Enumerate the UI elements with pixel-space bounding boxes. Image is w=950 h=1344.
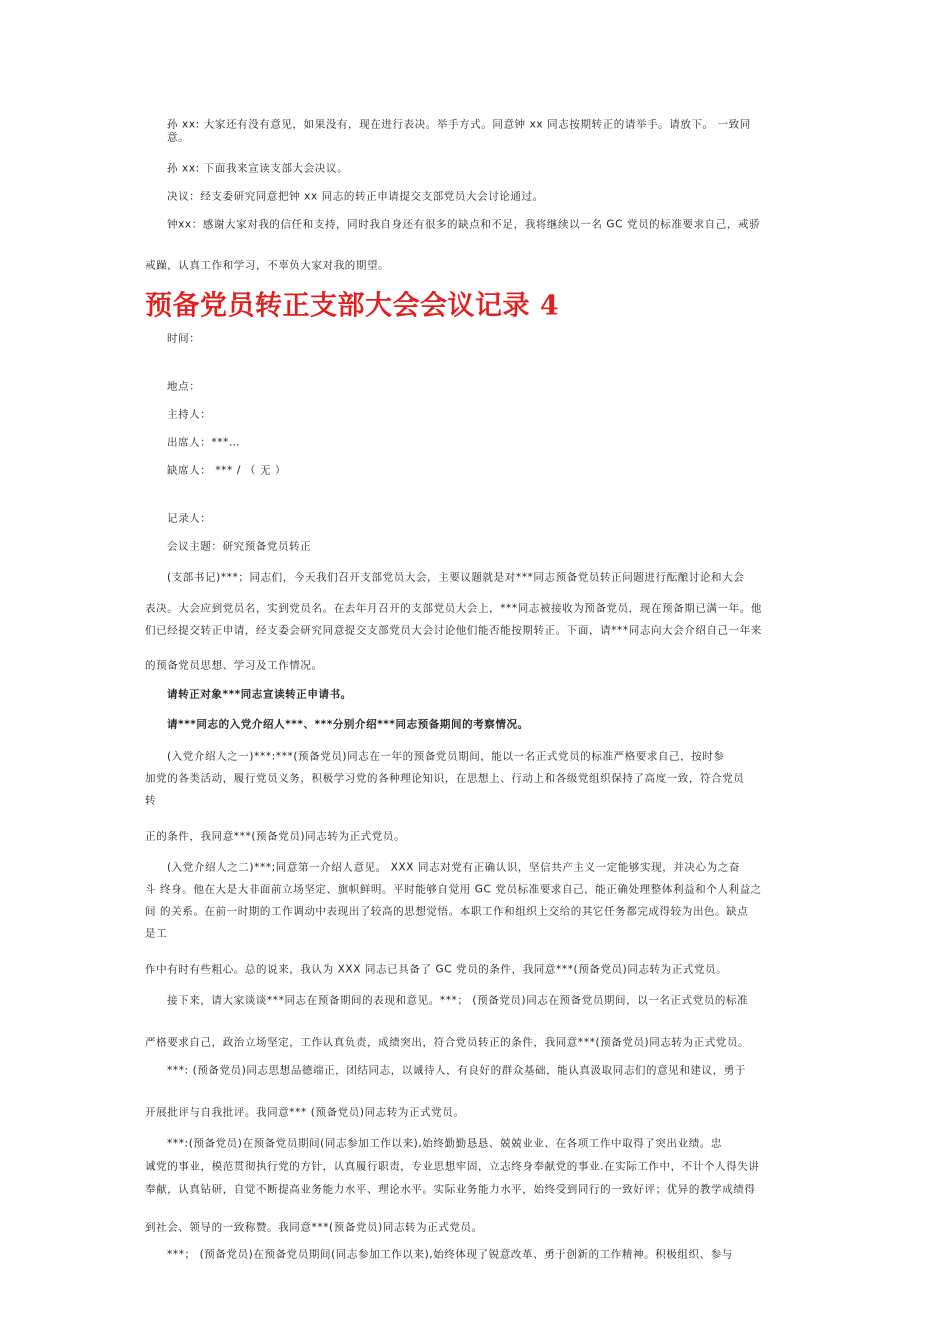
paragraph-line: 奉献，认真钻研，自觉不断提高业务能力水平、理论水平。实际业务能力水平，始终受到同行的一致好评；优异的教学成绩得 xyxy=(145,1183,756,1196)
paragraph-line: (入党介绍人之一)***:***(预备党员)同志在一年的预备党员期间，能以一名正式党员的标准严格要求自己，按时参 xyxy=(167,750,725,763)
document-title: 预备党员转正支部大会会议记录 4 xyxy=(145,290,560,322)
meeting-place-label: 地点： xyxy=(167,380,201,393)
paragraph-line: 的预备党员思想、学习及工作情况。 xyxy=(145,659,323,672)
paragraph-line: (支部书记)***；同志们，今天我们召开支部党员大会，主要议题就是对***同志预备党员转正问题进行酝酿讨论和大会 xyxy=(167,571,745,584)
paragraph-line: 表决。大会应到党员名，实到党员名。在去年月召开的支部党员大会上，***同志被接收为预备党员，现在预备期已满一年。他 xyxy=(145,602,762,615)
paragraph-line: 接下来，请大家谈谈***同志在预备期间的表现和意见。***； (预备党员)同志在预备党员期间，以一名正式党员的标准 xyxy=(167,994,749,1007)
paragraph-line: ***:(预备党员)在预备党员期间(同志参加工作以来),始终勤勤恳恳、兢兢业业、在各项工作中取得了突出业绩。忠 xyxy=(167,1137,723,1150)
recorder-label: 记录人： xyxy=(167,512,212,525)
paragraph-line: 钟xx：感谢大家对我的信任和支持，同时我自身还有很多的缺点和不足，我将继续以一名 GC 党员的标准要求自己，戒骄 xyxy=(167,218,761,231)
paragraph-line: 戒躁，认真工作和学习，不辜负大家对我的期望。 xyxy=(145,259,390,272)
paragraph-line: 请转正对象***同志宣读转正申请书。 xyxy=(167,688,352,701)
paragraph-line: 间 的关系。在前一时期的工作调动中表现出了较高的思想觉悟。本职工作和组织上交给的其它任务都完成得较为出色。缺点 xyxy=(145,905,749,918)
paragraph-line: 加党的各类活动，履行党员义务，积极学习党的各种理论知识，在思想上、行动上和各级党组织保持了高度一致，符合党员 xyxy=(145,772,745,785)
absentees-label: 缺席人： *** / （ 无 ） xyxy=(167,464,287,477)
paragraph-line: 诚党的事业，模范贯彻执行党的方针，认真履行职责，专业思想牢固，立志终身奉献党的事业.在实际工作中，不计个人得失讲 xyxy=(145,1160,760,1173)
paragraph-line: 孙 xx: 下面我来宣读支部大会决议。 xyxy=(167,162,349,175)
paragraph-line: ***； (预备党员)在预备党员期间(同志参加工作以来),始终体现了锐意改革、勇于创新的工作精神。积极组织、参与 xyxy=(167,1248,733,1261)
paragraph-line: 斗 终身。他在大是大非面前立场坚定、旗帜鲜明。平时能够自觉用 GC 党员标准要求自己，能正确处理整体利益和个人利益之 xyxy=(145,883,762,896)
paragraph-line: 转 xyxy=(145,794,157,807)
paragraph-line: 是工 xyxy=(145,927,168,940)
paragraph-line: 意。 xyxy=(167,131,190,144)
attendees-label: 出席人：***… xyxy=(167,436,241,449)
meeting-topic: 会议主题：研究预备党员转正 xyxy=(167,540,312,553)
paragraph-line: 孙 xx: 大家还有没有意见，如果没有，现在进行表决。举手方式。同意钟 xx 同志按期转正的请举手。请放下。 一致同 xyxy=(167,118,751,131)
paragraph-line: 到社会、领导的一致称赞。我同意***(预备党员)同志转为正式党员。 xyxy=(145,1221,483,1234)
paragraph-line: 作中有时有些粗心。总的说来，我认为 XXX 同志已具备了 GC 党员的条件，我同意***(预备党员)同志转为正式党员。 xyxy=(145,963,728,976)
paragraph-line: 严格要求自己，政治立场坚定，工作认真负责，成绩突出，符合党员转正的条件，我同意***(预备党员)同志转为正式党员。 xyxy=(145,1036,750,1049)
paragraph-line: 请***同志的入党介绍人***、***分别介绍***同志预备期间的考察情况。 xyxy=(167,718,529,731)
paragraph-line: 决议：经支委研究同意把钟 xx 同志的转正申请提交支部党员大会讨论通过。 xyxy=(167,190,544,203)
paragraph-line: 们已经提交转正申请，经支委会研究同意提交支部党员大会讨论他们能否能按期转正。下面，请***同志向大会介绍自己一年来 xyxy=(145,624,762,637)
paragraph-line: 正的条件，我同意***(预备党员)同志转为正式党员。 xyxy=(145,830,406,843)
paragraph-line: 开展批评与自我批评。我同意*** (预备党员)同志转为正式党员。 xyxy=(145,1106,465,1119)
paragraph-line: ***: (预备党员)同志思想品德端正，团结同志，以诚待人，有良好的群众基础，能认真汲取同志们的意见和建议，勇于 xyxy=(167,1064,746,1077)
paragraph-line: (入党介绍人之二)***;同意第一介绍人意见。 XXX 同志对党有正确认识，坚信共产主义一定能够实现，并决心为之奋 xyxy=(167,861,740,874)
meeting-host-label: 主持人： xyxy=(167,408,212,421)
meeting-time-label: 时间： xyxy=(167,332,201,345)
